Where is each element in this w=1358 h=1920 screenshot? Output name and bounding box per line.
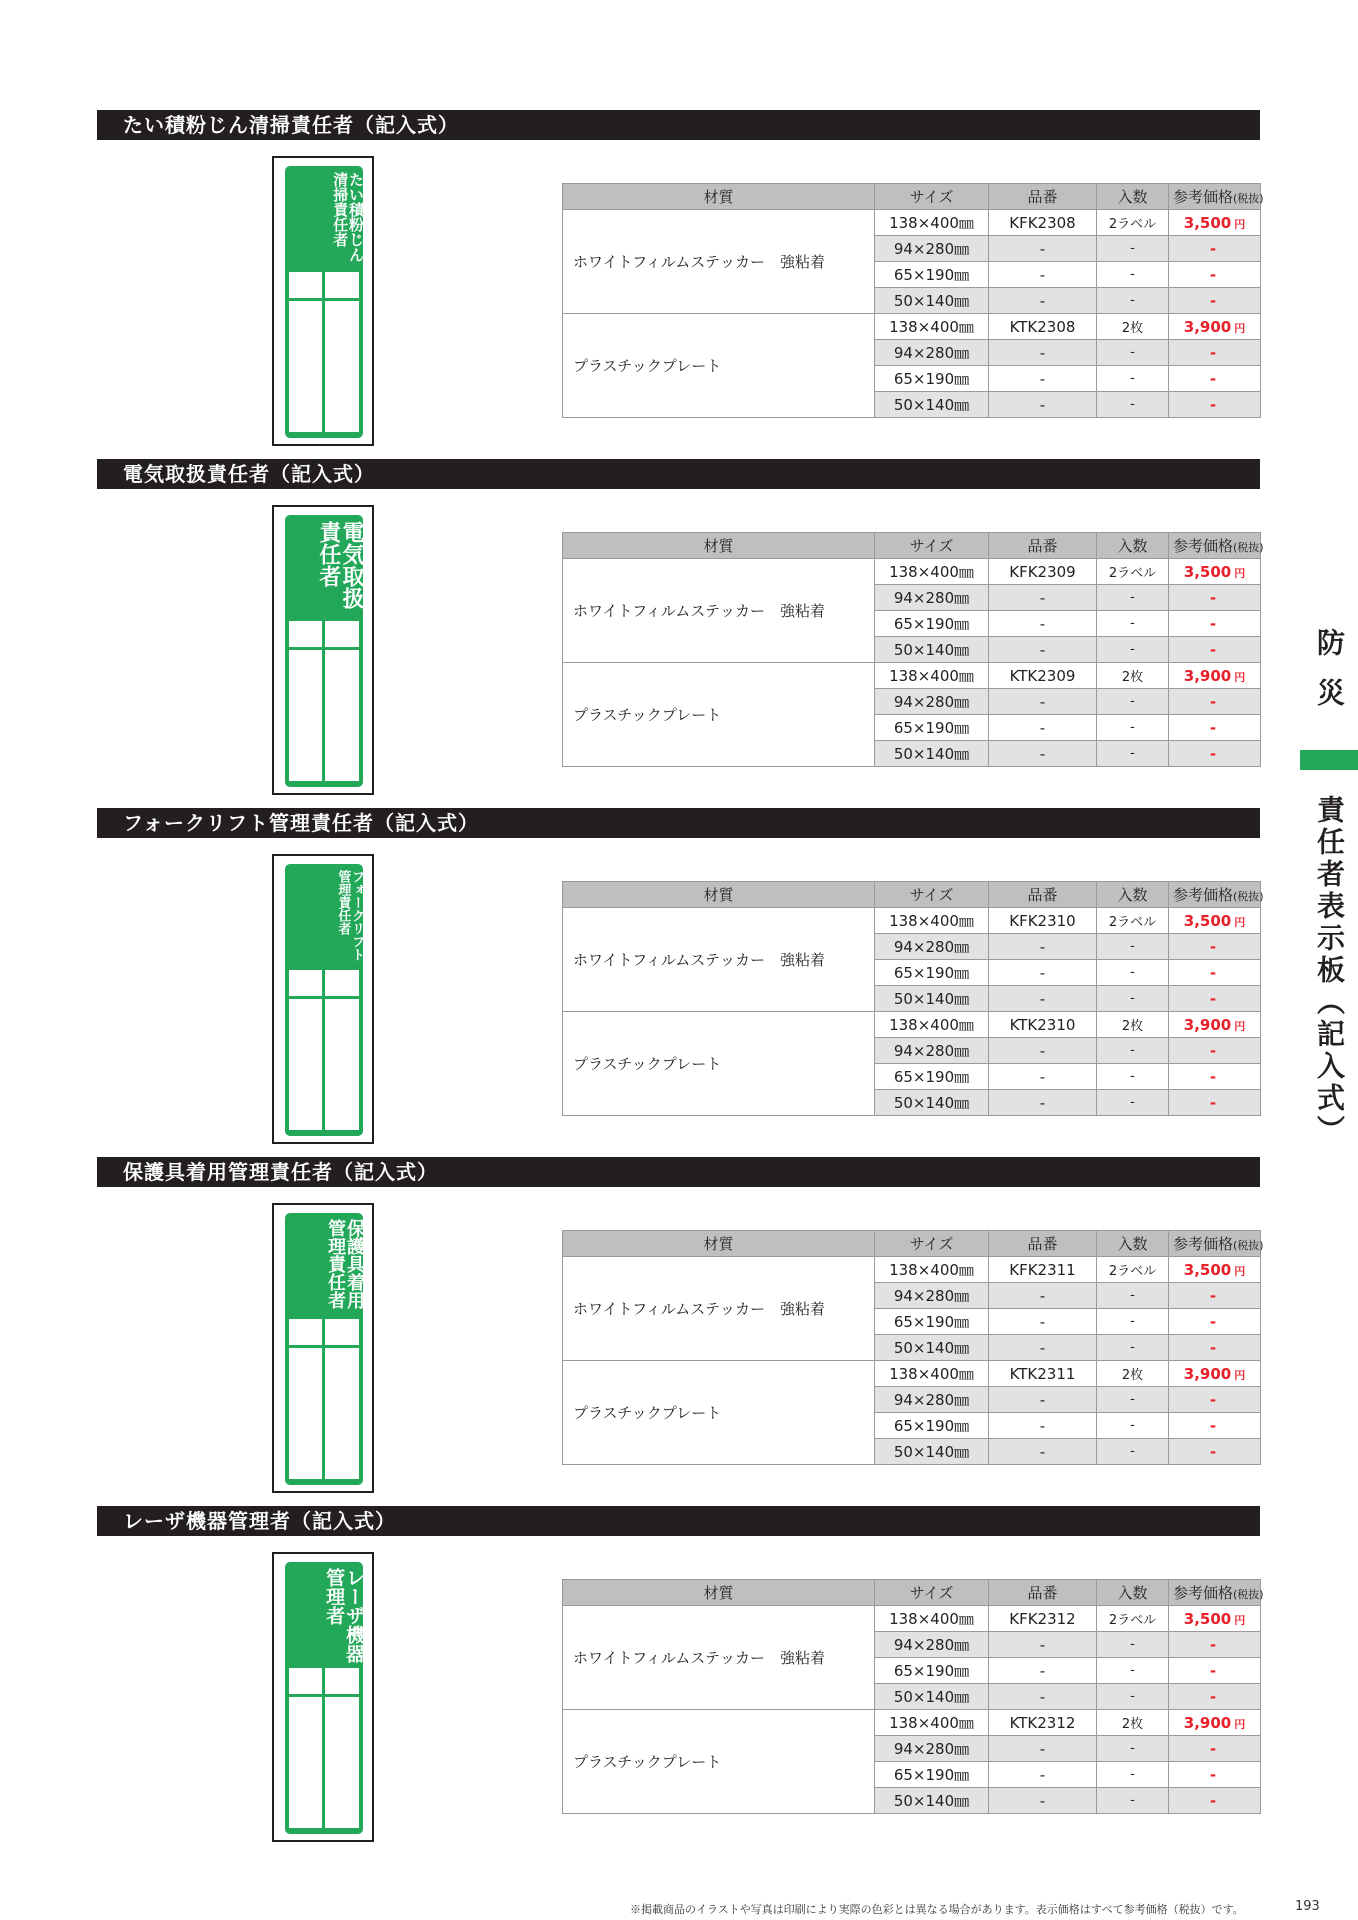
code-cell: - (989, 960, 1097, 986)
sign-plate (285, 1213, 363, 1485)
code-cell: - (989, 611, 1097, 637)
code-cell: - (989, 288, 1097, 314)
table-header-row (563, 184, 1261, 210)
table-row (563, 559, 1261, 585)
size-cell: 50×140㎜ (875, 288, 989, 314)
material-cell: プラスチックプレート (563, 314, 875, 418)
spec-table (562, 1579, 1264, 1814)
size-cell: 94×280㎜ (875, 934, 989, 960)
qty-cell: - (1097, 1309, 1169, 1335)
price-cell: - (1169, 1736, 1261, 1762)
header-material: 材質 (563, 184, 875, 210)
size-cell: 138×400㎜ (875, 1257, 989, 1283)
header-code: 品番 (989, 1580, 1097, 1606)
sign-illustration (272, 1203, 374, 1493)
qty-cell: - (1097, 611, 1169, 637)
sign-write-area (289, 1668, 359, 1828)
code-cell: - (989, 340, 1097, 366)
qty-cell: - (1097, 715, 1169, 741)
qty-cell: 2ラベル (1097, 1257, 1169, 1283)
price-cell: - (1169, 1283, 1261, 1309)
price-cell: - (1169, 1335, 1261, 1361)
sign-write-area (289, 272, 359, 432)
header-code: 品番 (989, 1231, 1097, 1257)
product-section (97, 808, 1264, 1158)
sign-illustration (272, 1552, 374, 1842)
qty-cell: - (1097, 637, 1169, 663)
size-cell: 65×190㎜ (875, 1309, 989, 1335)
code-cell: - (989, 1038, 1097, 1064)
spec-table (562, 532, 1264, 767)
material-cell: ホワイトフィルムステッカー 強粘着 (563, 1257, 875, 1361)
code-cell: - (989, 1632, 1097, 1658)
header-price: 参考価格(税抜) (1169, 184, 1261, 210)
code-cell: - (989, 1762, 1097, 1788)
qty-cell: - (1097, 1684, 1169, 1710)
size-cell: 138×400㎜ (875, 210, 989, 236)
size-cell: 50×140㎜ (875, 1439, 989, 1465)
code-cell: - (989, 1335, 1097, 1361)
code-cell: KFK2310 (989, 908, 1097, 934)
code-cell: - (989, 392, 1097, 418)
price-cell: - (1169, 366, 1261, 392)
size-cell: 94×280㎜ (875, 236, 989, 262)
code-cell: - (989, 262, 1097, 288)
code-cell: KTK2309 (989, 663, 1097, 689)
code-cell: KFK2309 (989, 559, 1097, 585)
table-header-row (563, 1580, 1261, 1606)
size-cell: 94×280㎜ (875, 1038, 989, 1064)
header-material: 材質 (563, 1580, 875, 1606)
size-cell: 65×190㎜ (875, 611, 989, 637)
size-cell: 94×280㎜ (875, 340, 989, 366)
size-cell: 65×190㎜ (875, 1762, 989, 1788)
qty-cell: - (1097, 1283, 1169, 1309)
material-cell: ホワイトフィルムステッカー 強粘着 (563, 908, 875, 1012)
qty-cell: 2ラベル (1097, 559, 1169, 585)
size-cell: 65×190㎜ (875, 1413, 989, 1439)
qty-cell: - (1097, 1439, 1169, 1465)
qty-cell: - (1097, 960, 1169, 986)
code-cell: KFK2311 (989, 1257, 1097, 1283)
price-cell: - (1169, 262, 1261, 288)
material-cell: ホワイトフィルムステッカー 強粘着 (563, 1606, 875, 1710)
header-qty: 入数 (1097, 533, 1169, 559)
price-cell: - (1169, 1658, 1261, 1684)
sign-text: レーザ機器管理者 (323, 1568, 365, 1663)
price-cell: - (1169, 1038, 1261, 1064)
qty-cell: 2枚 (1097, 1361, 1169, 1387)
table-row (563, 908, 1261, 934)
sign-plate (285, 166, 363, 438)
sign-plate (285, 1562, 363, 1834)
table-row (563, 314, 1261, 340)
price-cell: - (1169, 741, 1261, 767)
table-header-row (563, 533, 1261, 559)
sign-illustration (272, 854, 374, 1144)
qty-cell: - (1097, 934, 1169, 960)
side-tab-category (1300, 628, 1358, 728)
code-cell: - (989, 1309, 1097, 1335)
price-cell: - (1169, 986, 1261, 1012)
size-cell: 50×140㎜ (875, 741, 989, 767)
size-cell: 94×280㎜ (875, 585, 989, 611)
qty-cell: - (1097, 1762, 1169, 1788)
qty-cell: - (1097, 366, 1169, 392)
size-cell: 94×280㎜ (875, 1632, 989, 1658)
code-cell: - (989, 1439, 1097, 1465)
table-row (563, 1012, 1261, 1038)
price-cell: - (1169, 637, 1261, 663)
price-cell: 3,500 円 (1169, 1257, 1261, 1283)
qty-cell: - (1097, 986, 1169, 1012)
size-cell: 138×400㎜ (875, 908, 989, 934)
sign-text: 電気取扱責任者 (315, 521, 364, 609)
price-cell: 3,900 円 (1169, 314, 1261, 340)
qty-cell: - (1097, 1413, 1169, 1439)
header-price: 参考価格(税抜) (1169, 533, 1261, 559)
size-cell: 138×400㎜ (875, 663, 989, 689)
product-section (97, 459, 1264, 809)
header-material: 材質 (563, 882, 875, 908)
code-cell: - (989, 366, 1097, 392)
price-cell: 3,500 円 (1169, 559, 1261, 585)
material-cell: プラスチックプレート (563, 663, 875, 767)
price-cell: - (1169, 1090, 1261, 1116)
header-size: サイズ (875, 1231, 989, 1257)
sign-write-area (289, 1319, 359, 1479)
qty-cell: - (1097, 1064, 1169, 1090)
header-code: 品番 (989, 882, 1097, 908)
header-qty: 入数 (1097, 882, 1169, 908)
qty-cell: - (1097, 585, 1169, 611)
qty-cell: - (1097, 1387, 1169, 1413)
table-header-row (563, 1231, 1261, 1257)
qty-cell: 2枚 (1097, 1710, 1169, 1736)
price-cell: - (1169, 1439, 1261, 1465)
sign-text: フォークリフト管理責任者 (335, 870, 364, 961)
footnote: ※掲載商品のイラストや写真は印刷により実際の色彩とは異なる場合があります。表示価格はすべて参考価格（税抜）です。 (630, 1903, 1244, 1916)
table-row (563, 1361, 1261, 1387)
size-cell: 50×140㎜ (875, 392, 989, 418)
price-cell: - (1169, 960, 1261, 986)
size-cell: 50×140㎜ (875, 637, 989, 663)
qty-cell: - (1097, 1788, 1169, 1814)
qty-cell: - (1097, 1038, 1169, 1064)
header-size: サイズ (875, 184, 989, 210)
header-material: 材質 (563, 1231, 875, 1257)
header-price: 参考価格(税抜) (1169, 1231, 1261, 1257)
size-cell: 94×280㎜ (875, 689, 989, 715)
code-cell: - (989, 1064, 1097, 1090)
size-cell: 65×190㎜ (875, 715, 989, 741)
price-cell: - (1169, 1632, 1261, 1658)
section-title: 電気取扱責任者（記入式） (97, 459, 1260, 489)
qty-cell: - (1097, 262, 1169, 288)
header-size: サイズ (875, 882, 989, 908)
size-cell: 138×400㎜ (875, 314, 989, 340)
table-row (563, 1710, 1261, 1736)
price-cell: - (1169, 392, 1261, 418)
header-code: 品番 (989, 184, 1097, 210)
size-cell: 50×140㎜ (875, 1684, 989, 1710)
price-cell: 3,500 円 (1169, 210, 1261, 236)
qty-cell: - (1097, 689, 1169, 715)
size-cell: 50×140㎜ (875, 1335, 989, 1361)
sign-plate (285, 864, 363, 1136)
code-cell: - (989, 1090, 1097, 1116)
qty-cell: 2枚 (1097, 314, 1169, 340)
sign-plate (285, 515, 363, 787)
size-cell: 138×400㎜ (875, 1606, 989, 1632)
price-cell: - (1169, 236, 1261, 262)
table-row (563, 1606, 1261, 1632)
qty-cell: 2ラベル (1097, 908, 1169, 934)
sign-write-area (289, 621, 359, 781)
code-cell: - (989, 1736, 1097, 1762)
code-cell: - (989, 986, 1097, 1012)
page-number: 193 (1295, 1899, 1320, 1914)
qty-cell: - (1097, 340, 1169, 366)
price-cell: 3,900 円 (1169, 663, 1261, 689)
sign-write-area (289, 970, 359, 1130)
price-cell: 3,500 円 (1169, 1606, 1261, 1632)
price-cell: - (1169, 715, 1261, 741)
price-cell: - (1169, 1413, 1261, 1439)
qty-cell: - (1097, 741, 1169, 767)
spec-table (562, 881, 1264, 1116)
qty-cell: - (1097, 1736, 1169, 1762)
header-price: 参考価格(税抜) (1169, 1580, 1261, 1606)
header-size: サイズ (875, 1580, 989, 1606)
code-cell: - (989, 236, 1097, 262)
section-title: 保護具着用管理責任者（記入式） (97, 1157, 1260, 1187)
side-tab-divider (1300, 750, 1358, 770)
table-row (563, 1257, 1261, 1283)
size-cell: 65×190㎜ (875, 262, 989, 288)
price-cell: - (1169, 1788, 1261, 1814)
qty-cell: 2ラベル (1097, 1606, 1169, 1632)
spec-table (562, 1230, 1264, 1465)
side-tab-subcategory (1300, 795, 1358, 1147)
code-cell: KFK2308 (989, 210, 1097, 236)
size-cell: 138×400㎜ (875, 1710, 989, 1736)
code-cell: - (989, 1413, 1097, 1439)
product-section (97, 110, 1264, 460)
material-cell: ホワイトフィルムステッカー 強粘着 (563, 210, 875, 314)
header-qty: 入数 (1097, 1580, 1169, 1606)
price-cell: - (1169, 288, 1261, 314)
code-cell: KTK2308 (989, 314, 1097, 340)
size-cell: 65×190㎜ (875, 960, 989, 986)
price-cell: - (1169, 1684, 1261, 1710)
code-cell: - (989, 689, 1097, 715)
price-cell: - (1169, 1762, 1261, 1788)
code-cell: - (989, 741, 1097, 767)
section-title: たい積粉じん清掃責任者（記入式） (97, 110, 1260, 140)
code-cell: - (989, 585, 1097, 611)
size-cell: 138×400㎜ (875, 1012, 989, 1038)
section-title: フォークリフト管理責任者（記入式） (97, 808, 1260, 838)
header-material: 材質 (563, 533, 875, 559)
material-cell: プラスチックプレート (563, 1710, 875, 1814)
material-cell: ホワイトフィルムステッカー 強粘着 (563, 559, 875, 663)
header-qty: 入数 (1097, 184, 1169, 210)
size-cell: 94×280㎜ (875, 1283, 989, 1309)
size-cell: 138×400㎜ (875, 559, 989, 585)
header-size: サイズ (875, 533, 989, 559)
product-section (97, 1157, 1264, 1507)
price-cell: 3,500 円 (1169, 908, 1261, 934)
code-cell: - (989, 934, 1097, 960)
table-row (563, 663, 1261, 689)
code-cell: - (989, 1684, 1097, 1710)
qty-cell: - (1097, 236, 1169, 262)
qty-cell: - (1097, 392, 1169, 418)
code-cell: - (989, 1387, 1097, 1413)
size-cell: 50×140㎜ (875, 1090, 989, 1116)
qty-cell: 2枚 (1097, 663, 1169, 689)
code-cell: - (989, 1788, 1097, 1814)
size-cell: 50×140㎜ (875, 1788, 989, 1814)
material-cell: プラスチックプレート (563, 1012, 875, 1116)
spec-table (562, 183, 1264, 418)
size-cell: 65×190㎜ (875, 1064, 989, 1090)
header-price: 参考価格(税抜) (1169, 882, 1261, 908)
side-category-text: 防災 (1313, 628, 1346, 728)
table-header-row (563, 882, 1261, 908)
price-cell: - (1169, 689, 1261, 715)
sign-illustration (272, 505, 374, 795)
price-cell: - (1169, 611, 1261, 637)
sign-text: 保護具着用管理責任者 (325, 1219, 365, 1309)
code-cell: KFK2312 (989, 1606, 1097, 1632)
code-cell: - (989, 1658, 1097, 1684)
side-subcategory-text: 責任者表示板（記入式） (1313, 795, 1346, 1147)
header-code: 品番 (989, 533, 1097, 559)
qty-cell: 2ラベル (1097, 210, 1169, 236)
price-cell: 3,900 円 (1169, 1361, 1261, 1387)
price-cell: - (1169, 934, 1261, 960)
table-row (563, 210, 1261, 236)
price-cell: - (1169, 585, 1261, 611)
section-title: レーザ機器管理者（記入式） (97, 1506, 1260, 1536)
qty-cell: 2枚 (1097, 1012, 1169, 1038)
code-cell: - (989, 637, 1097, 663)
price-cell: - (1169, 1387, 1261, 1413)
size-cell: 138×400㎜ (875, 1361, 989, 1387)
sign-text: たい積粉じん清掃責任者 (331, 172, 365, 262)
size-cell: 94×280㎜ (875, 1736, 989, 1762)
size-cell: 65×190㎜ (875, 366, 989, 392)
code-cell: - (989, 1283, 1097, 1309)
qty-cell: - (1097, 1632, 1169, 1658)
price-cell: 3,900 円 (1169, 1710, 1261, 1736)
code-cell: KTK2311 (989, 1361, 1097, 1387)
code-cell: KTK2310 (989, 1012, 1097, 1038)
price-cell: - (1169, 1309, 1261, 1335)
size-cell: 50×140㎜ (875, 986, 989, 1012)
product-section (97, 1506, 1264, 1856)
size-cell: 65×190㎜ (875, 1658, 989, 1684)
header-qty: 入数 (1097, 1231, 1169, 1257)
price-cell: - (1169, 1064, 1261, 1090)
code-cell: KTK2312 (989, 1710, 1097, 1736)
qty-cell: - (1097, 1335, 1169, 1361)
qty-cell: - (1097, 1090, 1169, 1116)
qty-cell: - (1097, 1658, 1169, 1684)
price-cell: 3,900 円 (1169, 1012, 1261, 1038)
qty-cell: - (1097, 288, 1169, 314)
material-cell: プラスチックプレート (563, 1361, 875, 1465)
price-cell: - (1169, 340, 1261, 366)
code-cell: - (989, 715, 1097, 741)
sign-illustration (272, 156, 374, 446)
size-cell: 94×280㎜ (875, 1387, 989, 1413)
